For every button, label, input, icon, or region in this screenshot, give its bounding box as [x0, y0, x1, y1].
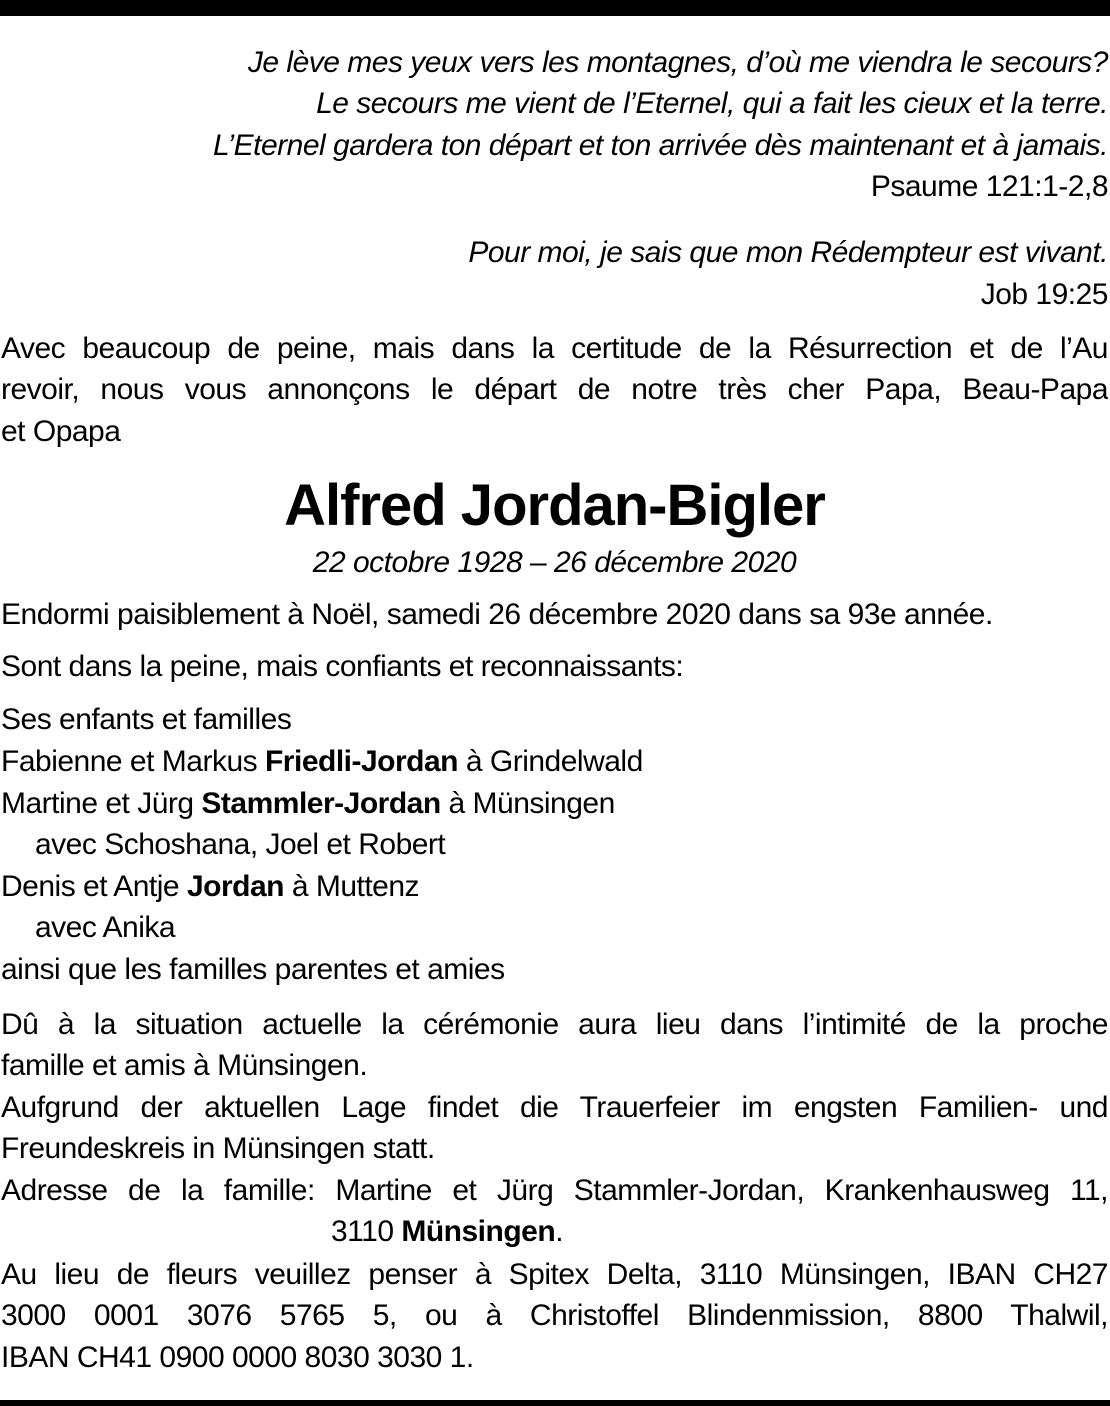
top-rule: [0, 0, 1110, 16]
ceremony-fr-line-2: famille et amis à Münsingen.: [1, 1049, 368, 1082]
family-entry-surname: Jordan: [186, 870, 284, 903]
announcement-line-3: et Opapa: [1, 415, 121, 448]
address-postcode: 3110: [331, 1215, 402, 1248]
family-entry-place: à Muttenz: [283, 870, 420, 903]
family-entry-surname: Friedli-Jordan: [264, 745, 459, 778]
psalm-verse-line-3: L’Eternel gardera ton départ et ton arrivée dès maintenant et à jamais.: [212, 129, 1108, 162]
family-entry-given-names: Denis et Antje: [1, 870, 187, 903]
bottom-rule: [0, 1400, 1110, 1406]
deceased-dates: 22 octobre 1928 – 26 décembre 2020: [312, 546, 797, 579]
psalm-verse-line-2: Le secours me vient de l’Eternel, qui a fait les cieux et la terre.: [316, 87, 1108, 120]
family-entry-stammler: [1, 784, 1108, 824]
family-entry-place: à Grindelwald: [458, 745, 643, 778]
job-reference: Job 19:25: [980, 278, 1108, 311]
family-entry-friedli: [1, 742, 1108, 782]
job-verse-line: Pour moi, je sais que mon Rédempteur est vivant.: [468, 236, 1108, 269]
donation-line-1: Au lieu de fleurs veuillez penser à Spitex Delta, 3110 Münsingen, IBAN CH27: [1, 1258, 1108, 1291]
family-entry-given-names: Fabienne et Markus: [1, 745, 265, 778]
family-entry-stammler-children: avec Schoshana, Joel et Robert: [35, 828, 446, 861]
address-city: Münsingen: [401, 1215, 556, 1248]
family-entry-surname: Stammler-Jordan: [201, 787, 441, 820]
family-entry-place: à Münsingen: [440, 787, 615, 820]
donation-line-3: IBAN CH41 0900 0000 8030 3030 1.: [1, 1341, 474, 1374]
family-entry-jordan: [1, 867, 1108, 907]
family-closing: ainsi que les familles parentes et amies: [1, 953, 505, 986]
ceremony-de-line-2: Freundeskreis in Münsingen statt.: [1, 1132, 435, 1165]
deceased-name: Alfred Jordan-Bigler: [284, 473, 825, 538]
passing-statement: Endormi paisiblement à Noël, samedi 26 décembre 2020 dans sa 93e année.: [1, 598, 993, 631]
psalm-reference: Psaume 121:1-2,8: [870, 170, 1108, 203]
family-heading: Ses enfants et familles: [1, 703, 292, 736]
mourners-intro: Sont dans la peine, mais confiants et reconnaissants:: [1, 650, 684, 683]
announcement-line-1: Avec beaucoup de peine, mais dans la certitude de la Résurrection et de l’Au: [1, 332, 1108, 365]
family-entry-given-names: Martine et Jürg: [1, 787, 202, 820]
ceremony-fr-line-1: Dû à la situation actuelle la cérémonie aura lieu dans l’intimité de la proche: [1, 1008, 1108, 1041]
family-entry-jordan-children: avec Anika: [35, 911, 176, 944]
address-end: .: [555, 1215, 564, 1248]
ceremony-de-line-1: Aufgrund der aktuellen Lage findet die Trauerfeier im engsten Familien- und: [1, 1091, 1108, 1124]
psalm-verse-line-1: Je lève mes yeux vers les montagnes, d’où me viendra le secours?: [247, 46, 1108, 79]
donation-line-2: 3000 0001 3076 5765 5, ou à Christoffel Blindenmission, 8800 Thalwil,: [1, 1299, 1108, 1332]
announcement-line-2: revoir, nous vous annonçons le départ de notre très cher Papa, Beau-Papa: [1, 373, 1108, 406]
family-address-line: Adresse de la famille: Martine et Jürg Stammler-Jordan, Krankenhausweg 11,: [1, 1174, 1108, 1207]
family-address-city-line: [1, 1212, 1108, 1252]
